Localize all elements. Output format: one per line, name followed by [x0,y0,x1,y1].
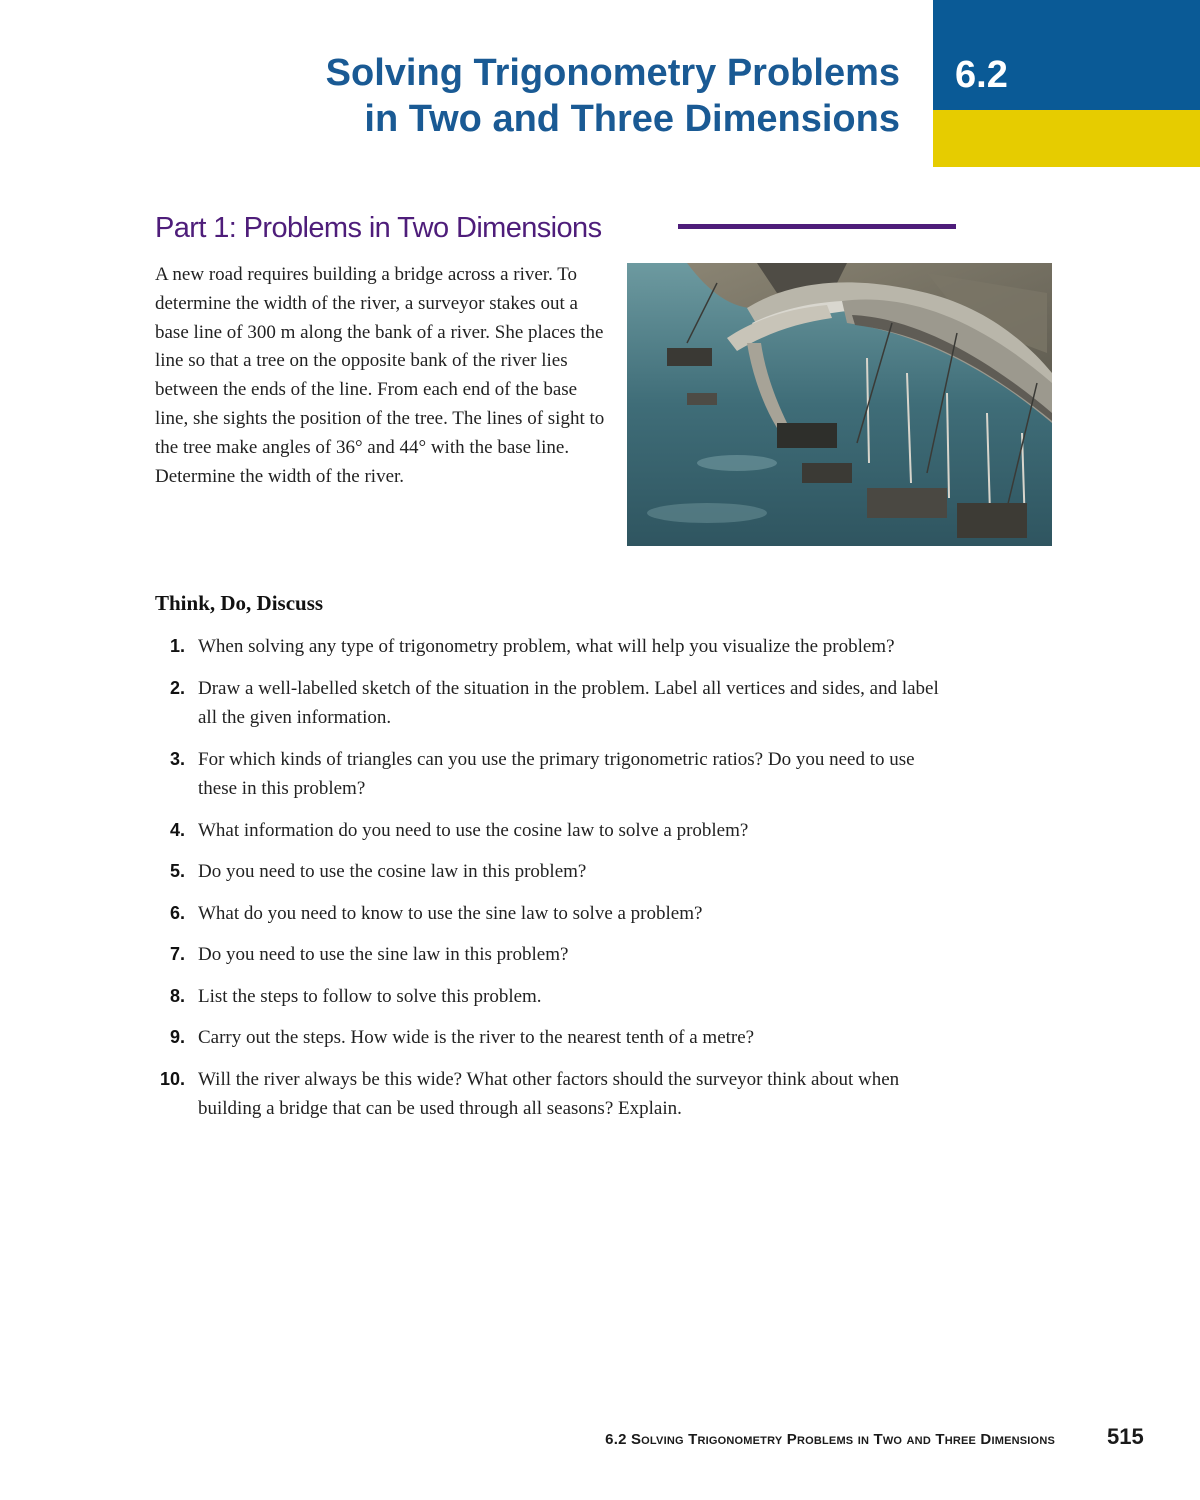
question-list [155,632,955,1136]
question-number: 8. [169,985,185,1006]
part-heading: Part 1: Problems in Two Dimensions [155,212,602,244]
question-text: For which kinds of triangles can you use the primary trigonometric ratios? Do you need to use these in this problem? [198,748,915,799]
question-number: 3. [169,748,185,769]
question-item [155,940,955,970]
question-item [155,1023,955,1053]
section-tab-yellow [933,110,1200,167]
question-item [155,982,955,1012]
question-number: 2. [169,677,185,698]
question-item [155,857,955,887]
running-footer-title: 6.2 Solving Trigonometry Problems in Two and Three Dimensions [605,1431,1055,1448]
section-number: 6.2 [955,54,1008,96]
think-do-discuss-heading: Think, Do, Discuss [155,591,324,615]
question-text: What information do you need to use the cosine law to solve a problem? [198,819,749,841]
question-number: 6. [169,902,185,923]
page-title-line1: Solving Trigonometry Problems [325,52,900,94]
question-item [155,1065,955,1124]
question-number: 10. [159,1068,185,1089]
page-number: 515 [1107,1424,1144,1449]
question-text: Carry out the steps. How wide is the river to the nearest tenth of a metre? [198,1027,755,1048]
part-heading-rule [678,224,956,229]
question-text: What do you need to know to use the sine law to solve a problem? [198,902,703,924]
question-number: 5. [169,861,185,881]
question-text: When solving any type of trigonometry problem, what will help you visualize the problem? [198,636,895,657]
question-text: Do you need to use the cosine law in this problem? [198,861,587,882]
question-text: List the steps to follow to solve this problem. [198,985,542,1007]
question-number: 4. [169,819,185,840]
page-title-line2: in Two and Three Dimensions [364,98,900,140]
question-item [155,674,955,733]
intro-paragraph: A new road requires building a bridge across a river. To determine the width of the river, a surveyor stakes out a base line of 300 m along the bank of a river. She places the line so that a tree on the opposite bank of the river lies between the ends of the line. From each end of the base line, she sights the position of the tree. The lines of sight to the tree make angles of 36° and 44° with the base line. Determine the width of the river. [155,264,605,487]
question-number: 9. [169,1027,185,1047]
question-number: 1. [169,636,185,656]
question-number: 7. [169,944,185,964]
question-text: Draw a well-labelled sketch of the situation in the problem. Label all vertices and sides, and label all the given information. [198,677,939,728]
page-title [326,50,900,142]
bridge-construction-photo [627,263,1052,546]
question-item [155,745,955,804]
question-item [155,816,955,846]
question-text: Will the river always be this wide? What other factors should the surveyor think about when building a bridge that can be used through all seasons? Explain. [198,1068,900,1119]
question-item [155,899,955,929]
question-item [155,632,955,662]
question-text: Do you need to use the sine law in this problem? [198,944,569,965]
